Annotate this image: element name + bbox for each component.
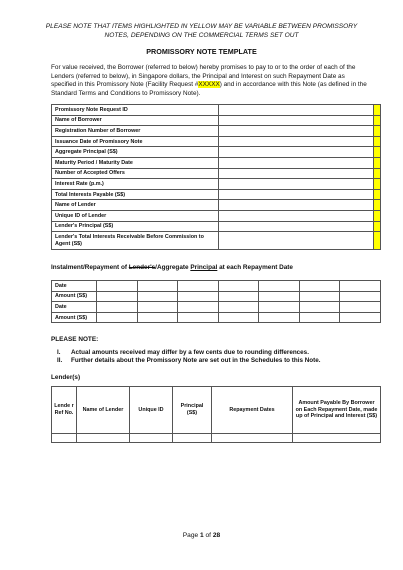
variable-highlight	[374, 126, 381, 137]
field-value-cell	[219, 200, 374, 211]
variable-highlight	[374, 221, 381, 232]
field-label: Name of Lender	[52, 200, 219, 211]
row-label: Date	[52, 302, 97, 313]
column-header: Repayment Dates	[212, 387, 293, 434]
field-value-cell	[219, 189, 374, 200]
variable-highlight	[374, 136, 381, 147]
column-header: Unique ID	[130, 387, 173, 434]
field-label: Name of Borrower	[52, 115, 219, 126]
field-value-cell	[219, 210, 374, 221]
page-label: Page	[182, 532, 201, 539]
repayment-heading-text: at each Repayment Date	[217, 264, 293, 271]
table-row	[52, 200, 381, 211]
column-header: Name of Lender	[77, 387, 130, 434]
list-item	[57, 349, 320, 357]
lenders-table	[51, 386, 381, 443]
column-header: Principal (S$)	[173, 387, 212, 434]
repayment-heading-text: Instalment/Repayment of	[51, 264, 129, 271]
note-details-table	[51, 104, 381, 250]
field-label: Registration Number of Borrower	[52, 126, 219, 137]
variable-highlight	[374, 115, 381, 126]
variable-highlight	[374, 157, 381, 168]
document-title: PROMISSORY NOTE TEMPLATE	[146, 47, 257, 56]
table-row	[52, 281, 381, 292]
please-note-label: PLEASE NOTE:	[51, 336, 99, 343]
table-row	[52, 126, 381, 137]
field-value-cell	[219, 105, 374, 116]
table-row	[52, 189, 381, 200]
page-number: 1	[200, 532, 204, 539]
list-number: II.	[57, 357, 63, 365]
table-row	[52, 147, 381, 158]
field-label: Interest Rate (p.m.)	[52, 179, 219, 190]
column-header: Lende r Ref No.	[52, 387, 77, 434]
variable-highlight	[374, 200, 381, 211]
repayment-heading-text: /Aggregate	[155, 264, 191, 271]
variable-highlight	[374, 232, 381, 250]
variable-highlight	[374, 179, 381, 190]
repayment-heading-underlined: Principal	[190, 264, 218, 271]
table-row	[52, 179, 381, 190]
field-value-cell	[219, 168, 374, 179]
field-value-cell	[219, 221, 374, 232]
table-row	[52, 210, 381, 221]
variable-highlight	[374, 105, 381, 116]
please-note-list	[57, 349, 320, 366]
intro-text-before: For value received, the Borrower (referred to below) hereby promises to pay to or to the order of each of the Lenders (referred to below), in Singapore dollars, the Principal and Interest on such Repayment Date as specified in this Promissory Note (Facility Request #	[51, 64, 356, 89]
field-label: Lender's Principal (S$)	[52, 221, 219, 232]
list-text: Further details about the Promissory Note are set out in the Schedules to this Note.	[71, 357, 321, 365]
table-row	[52, 157, 381, 168]
row-label: Amount (S$)	[52, 291, 97, 302]
field-value-cell	[219, 126, 374, 137]
variable-highlight	[374, 168, 381, 179]
variability-notice: PLEASE NOTE THAT ITEMS HIGHLIGHTED IN YELLOW MAY BE VARIABLE BETWEEN PROMISSORY NOTES, DEPENDING ON THE COMMERCIAL TERMS SET OUT	[45, 23, 358, 39]
field-label: Number of Accepted Offers	[52, 168, 219, 179]
page-footer	[0, 532, 403, 539]
table-row	[52, 291, 381, 302]
repayment-schedule-table	[51, 280, 381, 323]
table-header-row	[52, 387, 381, 434]
table-row	[52, 312, 381, 323]
row-label: Date	[52, 281, 97, 292]
lenders-label: Lender(s)	[51, 374, 81, 381]
field-label: Issuance Date of Promissory Note	[52, 136, 219, 147]
field-value-cell	[219, 157, 374, 168]
table-row	[52, 105, 381, 116]
intro-paragraph	[51, 64, 371, 98]
list-text: Actual amounts received may differ by a few cents due to rounding differences.	[71, 349, 309, 356]
list-item	[57, 357, 320, 365]
table-row	[52, 136, 381, 147]
field-label: Maturity Period / Maturity Date	[52, 157, 219, 168]
column-header: Amount Payable By Borrower on Each Repayment Date, made up of Principal and Interest (S$)	[293, 387, 381, 434]
page-total: 28	[212, 532, 221, 539]
repayment-heading	[51, 264, 293, 271]
page-of: of	[203, 532, 213, 539]
field-label: Lender's Total Interests Receivable Before Commission to Agent (S$)	[52, 232, 219, 250]
repayment-heading-struck: Lender's	[128, 264, 156, 271]
table-row	[52, 168, 381, 179]
variable-highlight	[374, 210, 381, 221]
facility-request-placeholder: XXXXX	[198, 81, 220, 89]
field-value-cell	[219, 179, 374, 190]
field-label: Unique ID of Lender	[52, 210, 219, 221]
table-row	[52, 232, 381, 250]
field-label: Total Interests Payable (S$)	[52, 189, 219, 200]
variable-highlight	[374, 147, 381, 158]
field-value-cell	[219, 115, 374, 126]
variable-highlight	[374, 189, 381, 200]
table-row	[52, 302, 381, 313]
table-row	[52, 434, 381, 443]
field-value-cell	[219, 136, 374, 147]
intro-text-after: ) and in accordance with this Note (as defined in the Standard Terms and Conditions to Promissory Note).	[51, 81, 367, 97]
field-value-cell	[219, 232, 374, 250]
list-number: I.	[57, 349, 61, 356]
row-label: Amount (S$)	[52, 312, 97, 323]
table-row	[52, 221, 381, 232]
field-label: Aggregate Principal (S$)	[52, 147, 219, 158]
table-row	[52, 115, 381, 126]
field-value-cell	[219, 147, 374, 158]
field-label: Promissory Note Request ID	[52, 105, 219, 116]
